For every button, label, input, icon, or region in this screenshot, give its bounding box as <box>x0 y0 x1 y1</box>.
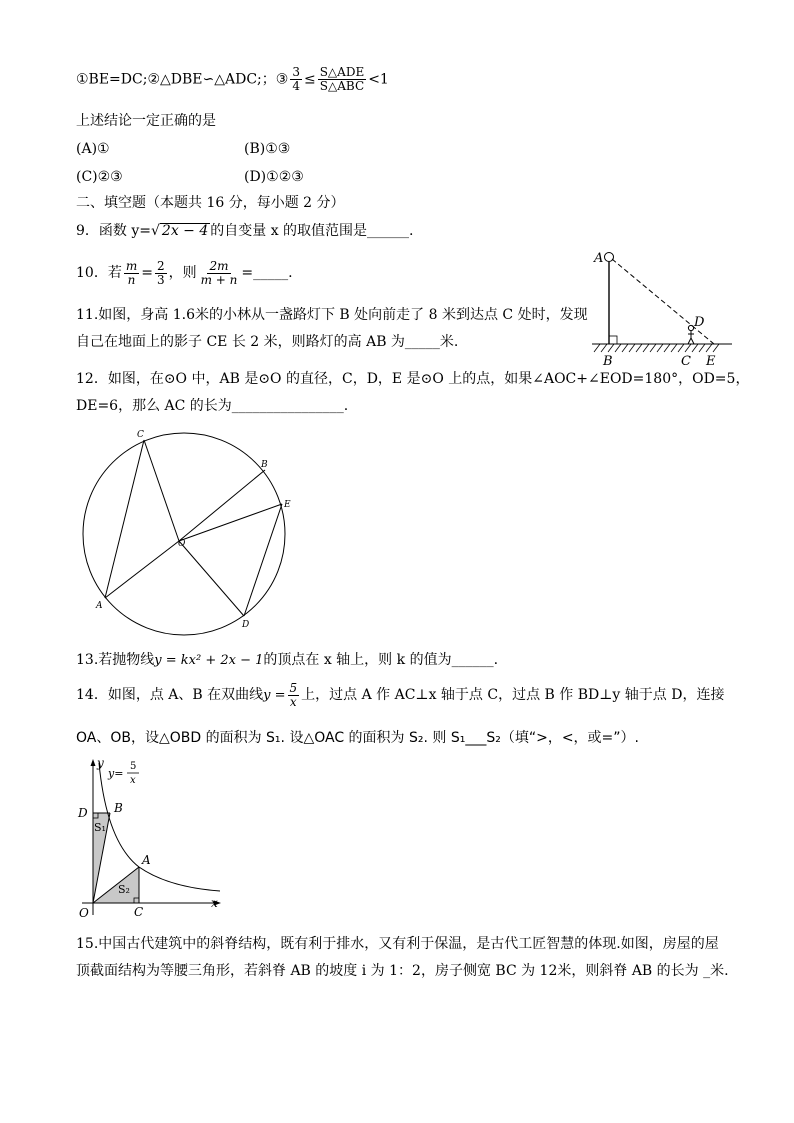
label-b: B <box>114 801 123 815</box>
question-12-line1: 12．如图，在⊙O 中，AB 是⊙O 的直径，C，D，E 是⊙O 上的点，如果∠AOC+∠EOD=180°，OD=5， <box>76 371 750 387</box>
section-heading: 二、填空题（本题共 16 分，每小题 2 分） <box>76 195 345 211</box>
label-b: B <box>603 354 613 369</box>
label-s2: S₂ <box>118 883 130 896</box>
fraction-2-3: $\frac{2}{3}$ <box>156 258 165 287</box>
radicand: 2x − 4 <box>161 223 209 239</box>
label-c: C <box>681 354 691 369</box>
label-d: D <box>694 315 705 330</box>
q8-conclusion-2: ②△DBE∽△ADC; <box>147 71 262 88</box>
label-e: E <box>706 354 716 369</box>
segment-oe <box>179 504 282 541</box>
label-c: C <box>134 905 144 919</box>
fraction-2m-mn: $\frac{2m}{m + n}$ <box>200 258 238 287</box>
label-o: O <box>178 539 186 549</box>
question-9: 9．函数 y=√ 2x − 4 的自变量 x 的取值范围是______. <box>76 223 414 239</box>
y-axis-arrow <box>91 759 96 766</box>
light-ray <box>612 259 714 344</box>
curve-label-5: 5 <box>130 761 137 772</box>
lamp-light <box>605 253 614 262</box>
label-a: A <box>594 251 604 266</box>
figure-hyperbola <box>72 755 232 923</box>
figure-streetlamp <box>588 246 738 372</box>
label-e: E <box>284 500 291 510</box>
q8-conclusion-3: ③ <box>275 71 289 88</box>
fraction-5-x: $\frac{5}{x}$ <box>289 680 298 709</box>
option-d: (D)①②③ <box>244 169 304 185</box>
fraction-area-ratio: $\frac{\text{S△ADE}}{\text{S△ABC}}$ <box>319 65 365 93</box>
circle-o <box>83 433 285 635</box>
option-c: (C)②③ <box>76 169 123 185</box>
q8-prompt: 上述结论一定正确的是 <box>76 113 216 129</box>
question-13: 13.若抛物线y = kx² + 2x − 1的顶点在 x 轴上，则 k 的值为______. <box>76 652 499 668</box>
question-11-line1: 11.如图，身高 1.6米的小林从一盏路灯下 B 处向前走了 8 米到达点 C 处时，发现 <box>76 307 588 323</box>
label-d: D <box>242 620 250 630</box>
curve-label-y: y= <box>108 767 124 780</box>
label-b: B <box>261 460 268 470</box>
segment-oa <box>105 541 179 598</box>
question-10: 10．若 $\frac{m}{n}$ = $\frac{2}{3}$ ，则 $\frac{2m}{m + n}$ =_____. <box>76 258 293 287</box>
label-c: C <box>137 430 144 440</box>
curve-label-x: x <box>130 775 136 786</box>
q8-conclusions: ①BE=DC;②△DBE∽△ADC;；③ $\frac{3}{4}$ ≤ $\frac{\text{S△ADE}}{\text{S△ABC}}$ <1 <box>76 65 389 93</box>
label-a: A <box>142 853 151 867</box>
label-a: A <box>96 601 103 611</box>
segment-od <box>179 541 244 616</box>
label-x: x <box>211 896 218 910</box>
option-a: (A)① <box>76 141 110 157</box>
option-b: (B)①③ <box>244 141 291 157</box>
segment-de <box>244 504 282 616</box>
question-14-line2: OA、OB，设△OBD 的面积为 S₁. 设△OAC 的面积为 S₂. 则 S₁___S₂（填“>，<，或=”）. <box>76 730 639 746</box>
segment-oc <box>144 440 179 541</box>
figure-circle <box>74 428 296 640</box>
segment-ob <box>179 470 265 541</box>
question-15-line1: 15.中国古代建筑中的斜脊结构，既有利于排水，又有利于保温，是古代工匠智慧的体现.如图，房屋的屋 <box>76 936 719 952</box>
question-11-line2: 自己在地面上的影子 CE 长 2 米，则路灯的高 AB 为_____米. <box>76 334 459 350</box>
question-12-line2: DE=6，那么 AC 的长为________________. <box>76 398 349 414</box>
right-angle-mark <box>609 336 617 344</box>
label-y: y <box>97 756 104 770</box>
question-15-line2: 顶截面结构为等腰三角形，若斜脊 AB 的坡度 i 为 1：2，房子侧宽 BC 为 12米，则斜脊 AB 的长为 _米. <box>76 963 729 979</box>
hyperbola-curve <box>99 763 220 891</box>
parabola-expression: y = kx² + 2x − 1 <box>154 653 264 668</box>
question-14-line1: 14．如图，点 A、B 在双曲线y = $\frac{5}{x}$ 上，过点 A 作 AC⊥x 轴于点 C，过点 B 作 BD⊥y 轴于点 D，连接 <box>76 680 725 709</box>
q8-conclusion-1: ①BE=DC; <box>76 71 148 88</box>
label-d: D <box>78 806 88 820</box>
label-s1: S₁ <box>94 821 106 834</box>
fraction-3-4: $\frac{3}{4}$ <box>292 65 300 93</box>
label-o: O <box>79 906 89 920</box>
fraction-m-n: $\frac{m}{n}$ <box>125 258 138 287</box>
